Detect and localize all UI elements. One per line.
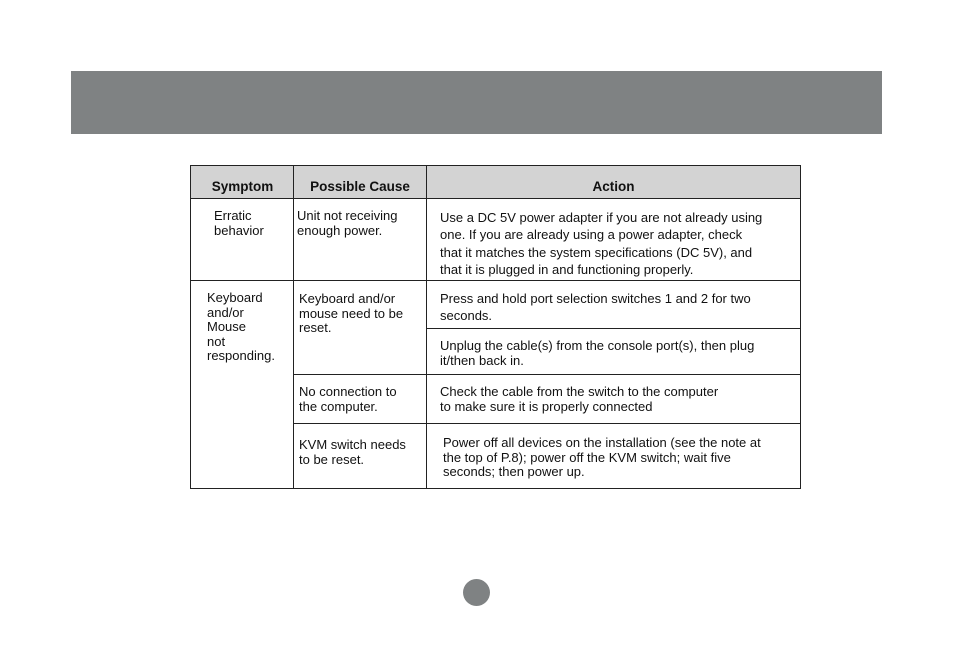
row-divider bbox=[294, 374, 800, 375]
header-action: Action bbox=[592, 179, 635, 194]
cause-reset-keyboard-mouse: Keyboard and/or mouse need to be reset. bbox=[299, 291, 404, 335]
header-symptom: Symptom bbox=[211, 179, 274, 194]
symptom-keyboard-mouse-not-responding: Keyboard and/or Mouse not responding. bbox=[207, 290, 275, 363]
header-band bbox=[71, 71, 882, 134]
row-divider bbox=[294, 423, 800, 424]
action-power-adapter: Use a DC 5V power adapter if you are not already using one. If you are already using a power adapter, check that it matches the system specifications (DC 5V), and that it is plugged in and functioning properly. bbox=[440, 210, 763, 277]
row-divider bbox=[191, 198, 800, 199]
row-divider bbox=[191, 280, 800, 281]
column-divider bbox=[293, 166, 294, 488]
header-possible-cause: Possible Cause bbox=[310, 179, 410, 194]
cause-kvm-reset: KVM switch needs to be reset. bbox=[299, 437, 406, 467]
page-number-dot bbox=[463, 579, 490, 606]
table-header-row bbox=[191, 166, 800, 198]
action-press-port-switches: Press and hold port selection switches 1 and 2 for two seconds. bbox=[440, 291, 751, 323]
action-check-cable: Check the cable from the switch to the computer to make sure it is properly connected bbox=[440, 384, 719, 414]
row-divider bbox=[426, 328, 800, 329]
cause-insufficient-power: Unit not receiving enough power. bbox=[297, 208, 398, 238]
cause-no-connection: No connection to the computer. bbox=[299, 384, 397, 414]
action-power-cycle: Power off all devices on the installation (see the note at the top of P.8); power off the KVM switch; wait five seconds; then power up. bbox=[443, 435, 761, 479]
symptom-erratic-behavior: Erratic behavior bbox=[214, 208, 264, 238]
column-divider bbox=[426, 166, 427, 488]
action-unplug-cables: Unplug the cable(s) from the console port(s), then plug it/then back in. bbox=[440, 338, 755, 368]
troubleshooting-table bbox=[190, 165, 801, 489]
